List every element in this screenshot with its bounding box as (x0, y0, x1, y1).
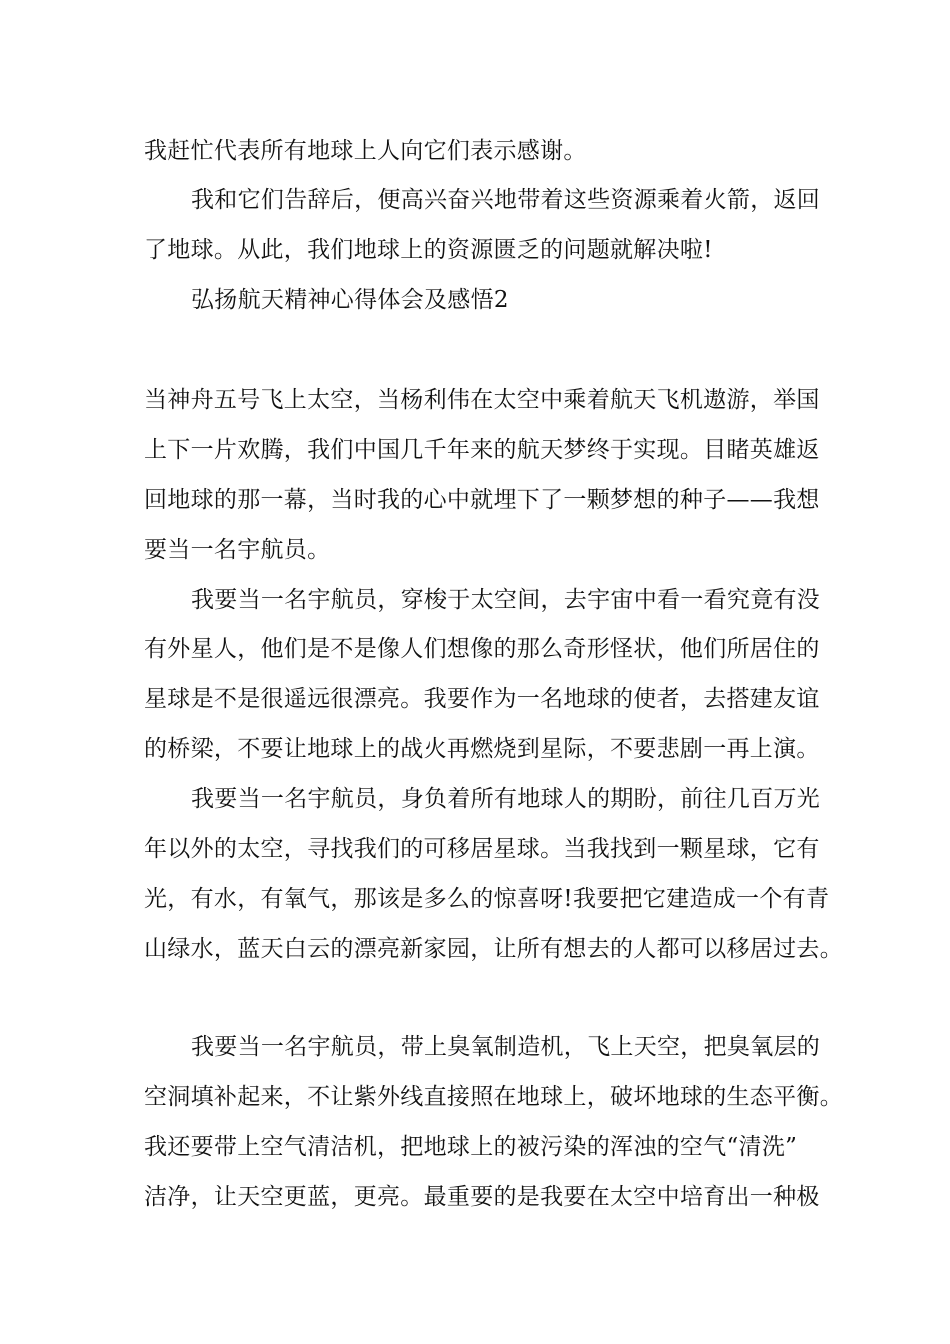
paragraph-line: 我赶忙代表所有地球上人向它们表示感谢。 (144, 138, 587, 164)
paragraph-line: 有外星人，他们是不是像人们想像的那么奇形怪状，他们所居住的 (144, 636, 820, 662)
paragraph-line: 我要当一名宇航员，身负着所有地球人的期盼，前往几百万光 (191, 786, 821, 812)
paragraph-line: 我要当一名宇航员，穿梭于太空间，去宇宙中看一看究竟有没 (191, 587, 821, 613)
paragraph-line: 我要当一名宇航员，带上臭氧制造机，飞上天空，把臭氧层的 (191, 1034, 821, 1060)
section-heading: 弘扬航天精神心得体会及感悟2 (191, 287, 509, 313)
paragraph-line: 光，有水，有氧气，那该是多么的惊喜呀!我要把它建造成一个有青 (144, 886, 830, 912)
paragraph-line: 的桥梁，不要让地球上的战火再燃烧到星际，不要悲剧一再上演。 (144, 736, 820, 762)
paragraph-line: 上下一片欢腾，我们中国几千年来的航天梦终于实现。目睹英雄返 (144, 437, 820, 463)
paragraph-line: 我和它们告辞后，便高兴奋兴地带着这些资源乘着火箭，返回 (191, 187, 821, 213)
paragraph-line: 年以外的太空，寻找我们的可移居星球。当我找到一颗星球，它有 (144, 836, 820, 862)
paragraph-line: 要当一名宇航员。 (144, 537, 331, 563)
paragraph-line: 星球是不是很遥远很漂亮。我要作为一名地球的使者，去搭建友谊 (144, 686, 820, 712)
paragraph-line: 我还要带上空气清洁机，把地球上的被污染的浑浊的空气“清洗” (144, 1134, 798, 1160)
paragraph-line: 当神舟五号飞上太空，当杨利伟在太空中乘着航天飞机遨游，举国 (144, 387, 820, 413)
paragraph-line: 山绿水，蓝天白云的漂亮新家园，让所有想去的人都可以移居过去。 (144, 936, 843, 962)
paragraph-line: 回地球的那一幕，当时我的心中就埋下了一颗梦想的种子——我想 (144, 487, 820, 513)
paragraph-line: 洁净，让天空更蓝，更亮。最重要的是我要在太空中培育出一种极 (144, 1184, 820, 1210)
paragraph-line: 了地球。从此，我们地球上的资源匮乏的问题就解决啦! (144, 237, 713, 263)
paragraph-line: 空洞填补起来，不让紫外线直接照在地球上，破坏地球的生态平衡。 (144, 1084, 843, 1110)
